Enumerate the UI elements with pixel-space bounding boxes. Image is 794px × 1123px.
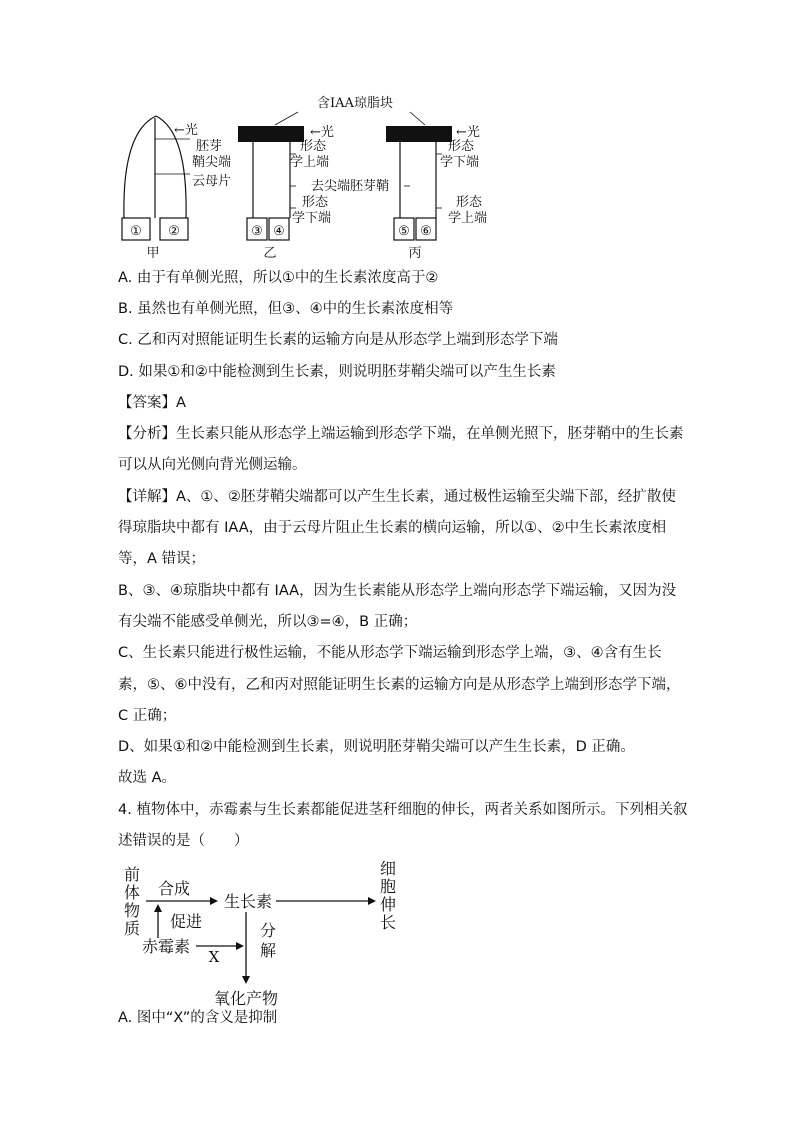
bing-lower-2: 学上端 bbox=[448, 211, 488, 226]
block-5-label: ⑤ bbox=[398, 224, 410, 239]
light-label-jia: ←光 bbox=[174, 123, 198, 138]
light-label-yi: ←光 bbox=[310, 125, 334, 140]
precursor-2: 体 bbox=[123, 883, 141, 902]
tip-label-2: 鞘尖端 bbox=[192, 155, 232, 170]
detail-line-4: B、③、④琼脂块中都有 IAA，因为生长素能从形态学上端向形态学下端运输，又因为没 bbox=[118, 583, 677, 599]
bing-upper-1: 形态 bbox=[448, 139, 475, 154]
detail-line-7: 素，⑤、⑥中没有，乙和丙对照能证明生长素的运输方向是从形态学上端到形态学下端， bbox=[118, 677, 681, 693]
label-yi: 乙 bbox=[263, 246, 277, 261]
hormone-relationship-figure bbox=[110, 858, 410, 1028]
mica-label: 云母片 bbox=[192, 174, 232, 189]
detail-line-9: D、如果①和②中能检测到生长素，则说明胚芽鞘尖端可以产生生长素，D 正确。 bbox=[118, 739, 635, 755]
synthesis-label: 合成 bbox=[157, 879, 191, 898]
block-1-label: ① bbox=[130, 224, 142, 239]
block-6-label: ⑥ bbox=[420, 224, 432, 239]
detail-line-2: 得琼脂块中都有 IAA，由于云母片阻止生长素的横向运输，所以①、②中生长素浓度相 bbox=[118, 520, 667, 536]
answer: 【答案】A bbox=[118, 395, 186, 411]
auxin-label: 生长素 bbox=[223, 892, 273, 911]
gibberellin-label: 赤霉素 bbox=[141, 937, 191, 956]
block-2-label: ② bbox=[168, 224, 180, 239]
option-c: C. 乙和丙对照能证明生长素的运输方向是从形态学上端到形态学下端 bbox=[118, 332, 558, 348]
option-b: B. 虽然也有单侧光照，但③、④中的生长素浓度相等 bbox=[118, 301, 454, 317]
analysis-line-2: 可以从向光侧向背光侧运输。 bbox=[118, 457, 307, 473]
iaa-agar-block-bing bbox=[386, 126, 452, 142]
block-3-label: ③ bbox=[251, 224, 263, 239]
middle-label: 去尖端胚芽鞘 bbox=[310, 179, 390, 194]
label-bing: 丙 bbox=[408, 246, 422, 261]
yi-lower-1: 形态 bbox=[302, 195, 329, 210]
cell-elongation-2: 胞 bbox=[379, 877, 397, 896]
detail-line-8: C 正确； bbox=[118, 708, 177, 724]
decompose-2: 解 bbox=[260, 941, 277, 960]
x-label: X bbox=[208, 948, 220, 966]
option-a: A. 由于有单侧光照，所以①中的生长素浓度高于② bbox=[118, 270, 439, 286]
precursor-4: 质 bbox=[123, 919, 141, 938]
detail-line-6: C、生长素只能进行极性运输，不能从形态学下端运输到形态学上端，③、④含有生长 bbox=[118, 645, 662, 661]
promote-label: 促进 bbox=[169, 912, 203, 931]
question4-line-1: 4. 植物体中，赤霉素与生长素都能促进茎秆细胞的伸长，两者关系如图所示。下列相关叙 bbox=[118, 802, 688, 818]
block-4-label: ④ bbox=[273, 224, 285, 239]
bing-lower-1: 形态 bbox=[456, 195, 483, 210]
precursor-1: 前 bbox=[123, 865, 141, 884]
detail-line-10: 故选 A。 bbox=[118, 770, 177, 786]
detail-line-3: 等，A 错误； bbox=[118, 551, 206, 567]
iaa-agar-label: 含IAA琼脂块 bbox=[317, 96, 393, 111]
option-d: D. 如果①和②中能检测到生长素，则说明胚芽鞘尖端可以产生生长素 bbox=[118, 364, 556, 380]
oxidation-product-label: 氧化产物 bbox=[213, 989, 279, 1008]
light-label-bing: ←光 bbox=[456, 125, 480, 140]
precursor-3: 物 bbox=[123, 901, 141, 920]
decompose-1: 分 bbox=[260, 921, 277, 940]
cell-elongation-4: 长 bbox=[379, 913, 397, 932]
iaa-agar-block-yi bbox=[238, 126, 304, 142]
detail-line-1: 【详解】A、①、②胚芽鞘尖端都可以产生生长素，通过极性运输至尖端下部，经扩散使 bbox=[118, 489, 676, 505]
tip-label-1: 胚芽 bbox=[196, 139, 223, 154]
cell-elongation-1: 细 bbox=[379, 859, 397, 878]
bing-upper-2: 学下端 bbox=[440, 155, 480, 170]
coleoptile-experiment-figure bbox=[110, 92, 510, 262]
detail-line-5: 有尖端不能感受单侧光，所以③=④，B 正确； bbox=[118, 614, 418, 630]
yi-lower-2: 学下端 bbox=[292, 211, 332, 226]
yi-upper-1: 形态 bbox=[300, 139, 327, 154]
label-jia: 甲 bbox=[146, 246, 160, 261]
question4-option-a: A. 图中“X”的含义是抑制 bbox=[118, 1010, 278, 1026]
yi-upper-2: 学上端 bbox=[290, 155, 330, 170]
analysis-line-1: 【分析】生长素只能从形态学上端运输到形态学下端，在单侧光照下，胚芽鞘中的生长素 bbox=[118, 426, 684, 442]
cell-elongation-3: 伸 bbox=[379, 895, 397, 914]
question4-line-2: 述错误的是（ ） bbox=[118, 833, 249, 849]
